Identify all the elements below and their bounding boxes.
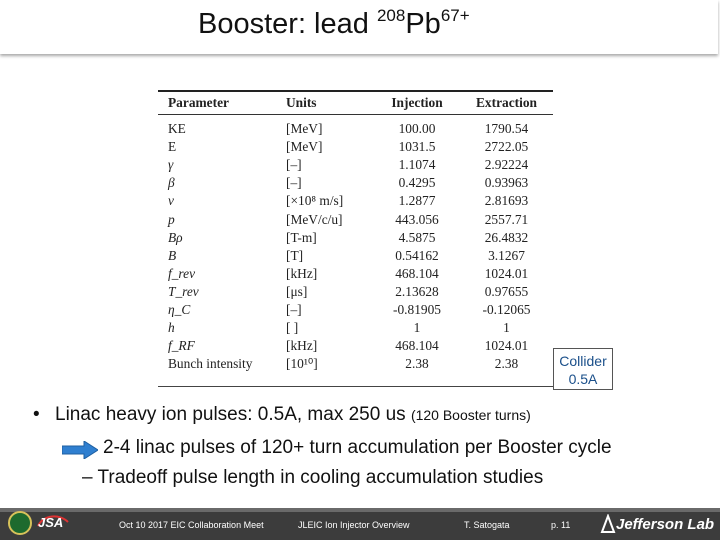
cell-injection: 0.54162 — [395, 247, 439, 263]
cell-units: [–] — [286, 175, 302, 191]
cell-injection: 1.1074 — [398, 157, 436, 173]
cell-parameter: Bρ — [168, 229, 183, 245]
cell-extraction: 2.81693 — [484, 193, 529, 209]
callout-line1: Collider — [559, 353, 607, 369]
parameter-table-grid — [158, 92, 553, 373]
table-body — [158, 114, 553, 373]
cell-injection: 1031.5 — [398, 139, 436, 155]
cell-units: [MeV/c/u] — [286, 211, 343, 227]
cell-injection: 1.2877 — [398, 193, 436, 209]
cell-extraction: 0.97655 — [484, 283, 529, 299]
cell-injection: 2.38 — [405, 356, 429, 372]
cell-parameter: β — [168, 175, 175, 191]
cell-units: [kHz] — [286, 338, 318, 354]
footer-date-event: Oct 10 2017 EIC Collaboration Meet — [119, 520, 264, 530]
cell-parameter: B — [168, 247, 177, 263]
cell-parameter: Bunch intensity — [168, 356, 253, 372]
cell-units: [–] — [286, 157, 302, 173]
parameter-table — [158, 88, 553, 388]
table-row — [158, 265, 553, 283]
cell-injection: 1 — [413, 320, 421, 336]
cell-parameter: v — [168, 193, 174, 209]
header-extraction: Extraction — [476, 95, 537, 110]
table-row — [158, 156, 553, 174]
table-header-row — [158, 92, 553, 114]
cell-units: [10¹⁰] — [286, 356, 318, 372]
cell-extraction: 2.92224 — [484, 157, 529, 173]
cell-extraction: 1 — [503, 320, 510, 336]
cell-injection: 468.104 — [395, 265, 439, 281]
cell-extraction: 1024.01 — [484, 265, 529, 281]
slide-title: Booster: lead $^{208}Pb^{67+}$ — [198, 6, 470, 40]
cell-parameter: f_rev — [168, 265, 196, 281]
table-row — [158, 247, 553, 265]
sub-bullet-2: – Tradeoff pulse length in cooling accumulation studies — [82, 467, 544, 488]
table-row — [158, 229, 553, 247]
cell-parameter: η_C — [168, 301, 191, 317]
title-bar — [0, 0, 718, 54]
cell-injection: 4.5875 — [398, 229, 436, 245]
header-injection: Injection — [391, 95, 443, 110]
header-units: Units — [286, 95, 317, 110]
table-row — [158, 283, 553, 301]
cell-units: [×10⁸ m/s] — [286, 193, 344, 209]
cell-injection: 468.104 — [395, 338, 439, 354]
sub-bullet-1: 2-4 linac pulses of 120+ turn accumulation per Booster cycle — [103, 437, 612, 458]
jefferson-lab-mark-icon — [600, 514, 616, 534]
table-row — [158, 174, 553, 192]
cell-extraction: 1790.54 — [484, 121, 529, 137]
cell-parameter: E — [168, 139, 177, 155]
jefferson-lab-logo: Jefferson Lab — [616, 516, 715, 533]
cell-injection: 2.13628 — [395, 283, 439, 299]
table-row — [158, 138, 553, 156]
table-row — [158, 355, 553, 373]
footer-page-number: p. 11 — [551, 520, 571, 530]
cell-units: [μs] — [286, 283, 308, 299]
cell-extraction: 26.4832 — [484, 229, 529, 245]
cell-units: [ ] — [286, 320, 299, 336]
cell-extraction: -0.12065 — [482, 301, 531, 317]
cell-units: [–] — [286, 301, 302, 317]
table-row — [158, 319, 553, 337]
cell-injection: -0.81905 — [393, 301, 441, 317]
cell-units: [MeV] — [286, 121, 323, 137]
doe-seal-icon — [8, 511, 32, 535]
cell-extraction: 1024.01 — [484, 338, 529, 354]
callout-line2: 0.5A — [568, 371, 598, 387]
cell-parameter: T_rev — [168, 283, 199, 299]
cell-extraction: 2.38 — [494, 356, 519, 372]
table-row — [158, 192, 553, 210]
main-bullet-note: (120 Booster turns) — [410, 407, 531, 423]
table-row — [158, 337, 553, 355]
table-row — [158, 301, 553, 319]
arrow-right-icon — [62, 441, 98, 459]
cell-extraction: 3.1267 — [488, 247, 525, 263]
cell-units: [T-m] — [286, 229, 317, 245]
cell-injection: 443.056 — [395, 211, 439, 227]
footer-author: T. Satogata — [464, 520, 510, 530]
cell-extraction: 2557.71 — [484, 211, 529, 227]
table-row — [158, 210, 553, 228]
cell-injection: 100.00 — [398, 121, 436, 137]
cell-extraction: 0.93963 — [484, 175, 529, 191]
main-bullet — [33, 404, 531, 426]
cell-units: [kHz] — [286, 265, 318, 281]
bullet-dot-icon: • — [33, 404, 40, 425]
cell-parameter: γ — [168, 157, 174, 173]
cell-parameter: KE — [168, 121, 186, 137]
cell-units: [MeV] — [286, 139, 323, 155]
header-parameter: Parameter — [168, 95, 229, 110]
cell-parameter: f_RF — [168, 338, 195, 354]
cell-parameter: h — [168, 320, 175, 336]
collider-callout — [553, 348, 613, 390]
footer-talk-title: JLEIC Ion Injector Overview — [298, 520, 410, 530]
table-bottom-rule — [158, 386, 553, 387]
cell-units: [T] — [286, 247, 304, 263]
main-bullet-text: Linac heavy ion pulses: 0.5A, max 250 us — [55, 404, 406, 425]
jsa-logo: JSA — [38, 515, 64, 530]
table-row — [158, 114, 553, 138]
cell-extraction: 2722.05 — [484, 139, 529, 155]
cell-parameter: p — [168, 211, 175, 227]
cell-injection: 0.4295 — [398, 175, 436, 191]
